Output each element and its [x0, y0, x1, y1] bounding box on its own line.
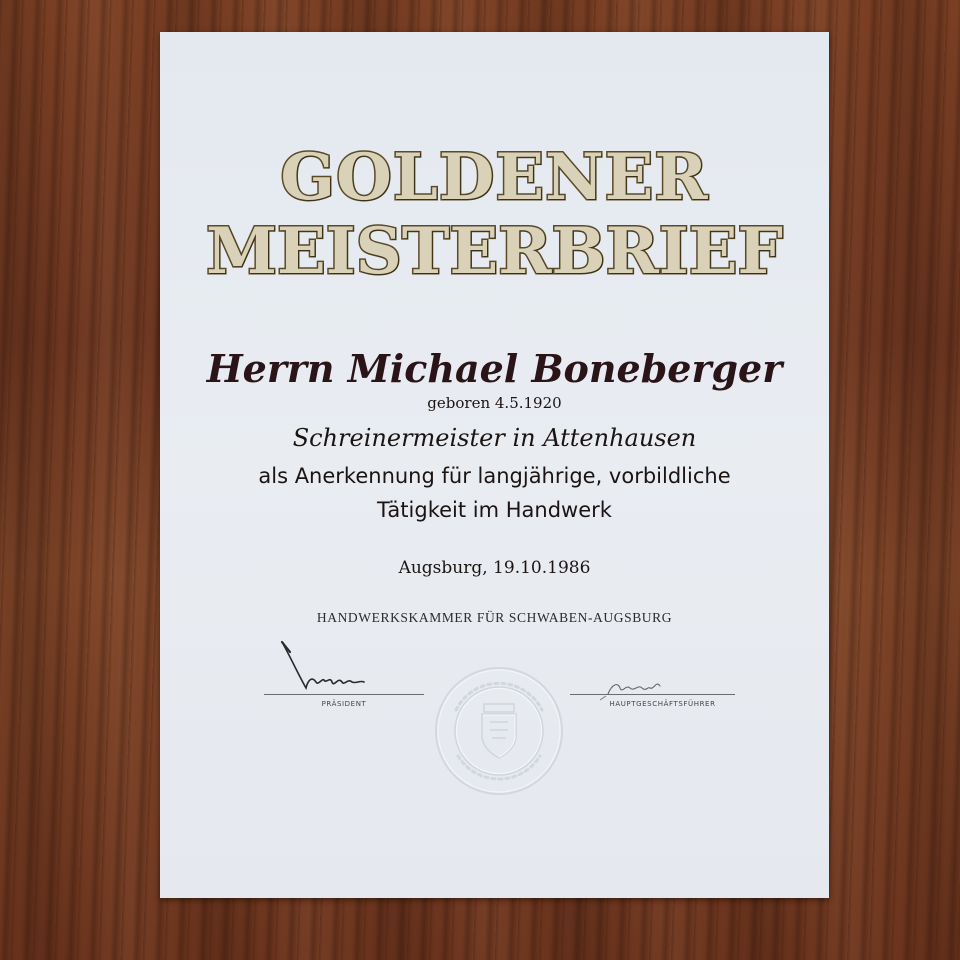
- trade-title: Schreinermeister in Attenhausen: [292, 424, 697, 452]
- president-signature: [268, 636, 388, 696]
- embossed-seal: [432, 664, 566, 798]
- signatory-label-right: HAUPTGESCHÄFTSFÜHRER: [609, 700, 716, 708]
- birth-date: geboren 4.5.1920: [427, 394, 562, 412]
- signature-line-left: [264, 694, 424, 695]
- recipient-name: Herrn Michael Boneberger: [206, 346, 783, 391]
- place-date: Augsburg, 19.10.1986: [398, 558, 591, 578]
- signatory-label-left: PRÄSIDENT: [321, 700, 367, 708]
- recognition-line-2: Tätigkeit im Handwerk: [377, 498, 612, 522]
- title-line-1: GOLDENER: [280, 140, 709, 215]
- issuer-name: HANDWERKSKAMMER FÜR SCHWABEN-AUGSBURG: [316, 610, 673, 625]
- certificate-paper: [160, 32, 829, 898]
- recognition-line-1: als Anerkennung für langjährige, vorbildliche: [258, 464, 731, 488]
- signature-line-right: [570, 694, 735, 695]
- title-line-2: MEISTERBRIEF: [206, 214, 783, 289]
